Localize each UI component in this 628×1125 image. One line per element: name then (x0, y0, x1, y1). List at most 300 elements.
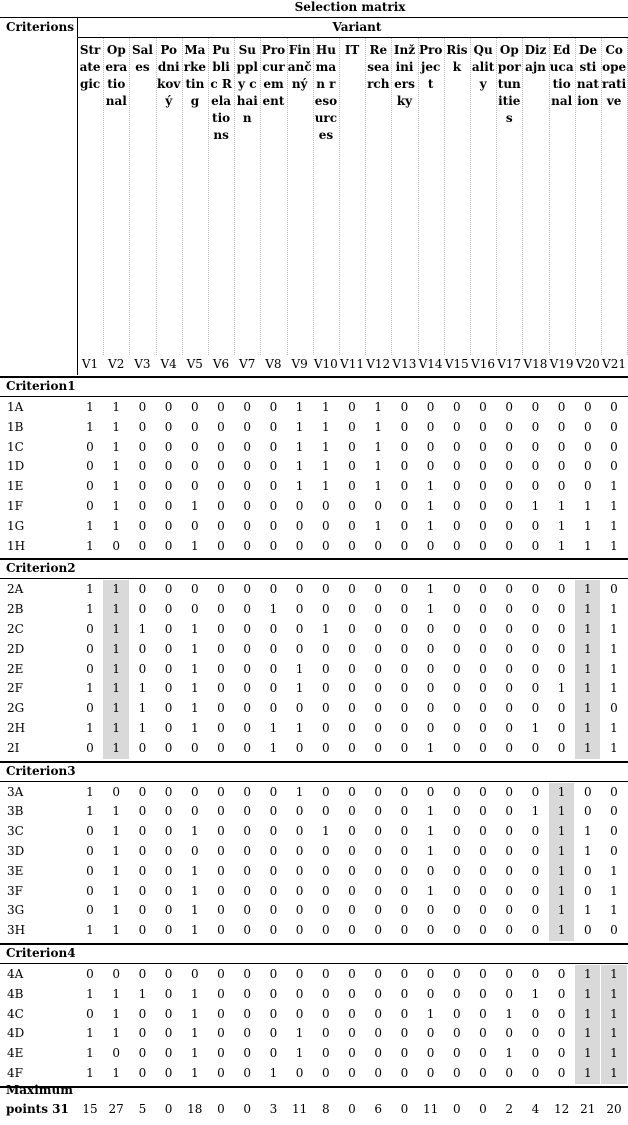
matrix-cell: 0 (426, 1046, 435, 1061)
matrix-cell: 0 (243, 641, 251, 656)
row-label: 3F (7, 883, 23, 898)
matrix-cell: 1 (190, 863, 199, 878)
variant-header: Variant (332, 20, 382, 34)
matrix-cell: 1 (269, 721, 278, 735)
matrix-cell: 1 (531, 986, 540, 1001)
matrix-cell: 0 (505, 883, 513, 898)
table-row (0, 1024, 628, 1044)
maximum-value: 11 (422, 1102, 439, 1116)
maximum-value: 0 (400, 1102, 409, 1116)
matrix-cell: 0 (138, 518, 147, 533)
matrix-cell: 1 (583, 903, 592, 918)
matrix-cell: 0 (505, 784, 513, 799)
matrix-cell: 0 (531, 903, 540, 918)
matrix-cell: 0 (505, 701, 513, 716)
matrix-cell: 0 (557, 582, 566, 597)
matrix-cell: 0 (217, 1046, 225, 1061)
maximum-value: 11 (291, 1102, 308, 1116)
matrix-cell: 0 (479, 883, 487, 898)
matrix-cell: 0 (452, 1026, 461, 1041)
matrix-cell: 0 (164, 479, 173, 494)
matrix-cell: 0 (505, 923, 513, 938)
matrix-cell: 0 (505, 844, 513, 858)
matrix-cell: 0 (426, 701, 435, 716)
matrix-cell: 0 (479, 804, 487, 819)
matrix-cell: 0 (583, 883, 592, 898)
matrix-cell: 0 (426, 661, 435, 676)
matrix-cell: 0 (426, 681, 435, 696)
variant-code-v2: V2 (108, 357, 125, 371)
matrix-cell: 0 (164, 967, 173, 981)
matrix-cell: 0 (217, 863, 225, 878)
matrix-cell: 1 (426, 844, 435, 858)
variant-name-v4: Podnikový (157, 43, 181, 109)
matrix-cell: 0 (217, 661, 225, 676)
matrix-cell: 0 (479, 967, 487, 981)
matrix-cell: 0 (374, 1046, 382, 1061)
matrix-cell: 0 (269, 499, 278, 513)
matrix-cell: 0 (452, 661, 461, 676)
matrix-cell: 0 (610, 439, 618, 454)
matrix-cell: 0 (86, 641, 94, 656)
matrix-cell: 0 (295, 582, 304, 597)
matrix-cell: 0 (348, 439, 356, 454)
table-row (0, 1005, 628, 1025)
matrix-cell: 1 (190, 681, 199, 696)
matrix-cell: 0 (531, 681, 540, 696)
matrix-cell: 0 (86, 844, 94, 858)
table-row (0, 921, 628, 941)
matrix-cell: 0 (505, 824, 513, 839)
matrix-cell: 1 (138, 986, 147, 1001)
matrix-cell: 0 (505, 986, 513, 1001)
matrix-cell: 0 (374, 701, 382, 716)
matrix-cell: 0 (452, 518, 461, 533)
matrix-cell: 0 (452, 883, 461, 898)
matrix-cell: 0 (243, 824, 251, 839)
matrix-cell: 0 (557, 986, 566, 1001)
table-row (0, 842, 628, 862)
matrix-cell: 0 (138, 1006, 147, 1021)
matrix-cell: 0 (295, 641, 304, 656)
matrix-cell: 0 (400, 986, 409, 1001)
matrix-cell: 1 (610, 681, 618, 696)
matrix-cell: 1 (112, 582, 120, 597)
matrix-cell: 0 (400, 721, 409, 735)
table-row (0, 699, 628, 719)
matrix-cell: 0 (164, 459, 173, 474)
section-end-rule (0, 558, 628, 560)
matrix-cell: 0 (348, 1006, 356, 1021)
row-label: 2F (7, 681, 23, 696)
row-label: 2B (7, 602, 24, 617)
row-label: 1E (7, 479, 24, 494)
matrix-cell: 0 (426, 1026, 435, 1041)
matrix-cell: 0 (138, 602, 147, 617)
row-label: 1F (7, 499, 23, 513)
matrix-cell: 1 (610, 602, 618, 617)
matrix-cell: 0 (426, 721, 435, 735)
table-row (0, 398, 628, 418)
matrix-cell: 0 (243, 1046, 251, 1061)
matrix-cell: 0 (348, 602, 356, 617)
matrix-cell: 0 (505, 518, 513, 533)
variant-name-v13: Inžiniersky (393, 43, 416, 109)
matrix-cell: 1 (583, 701, 592, 716)
matrix-cell: 0 (269, 701, 278, 716)
matrix-cell: 0 (479, 923, 487, 938)
maximum-value: 15 (82, 1102, 98, 1116)
matrix-cell: 0 (479, 740, 487, 755)
matrix-cell: 1 (610, 986, 618, 1001)
matrix-cell: 1 (610, 641, 618, 656)
matrix-cell: 1 (426, 804, 435, 819)
matrix-cell: 1 (557, 863, 566, 878)
matrix-cell: 1 (583, 499, 592, 513)
variant-separator (444, 38, 445, 355)
matrix-cell: 0 (452, 538, 461, 553)
matrix-cell: 1 (583, 538, 592, 553)
maximum-value: 0 (348, 1102, 356, 1116)
matrix-cell: 0 (348, 967, 356, 981)
table-row (0, 1044, 628, 1064)
section-end-rule (0, 761, 628, 763)
matrix-cell: 0 (610, 824, 618, 839)
matrix-cell: 0 (531, 1046, 540, 1061)
matrix-cell: 0 (374, 740, 382, 755)
matrix-cell: 1 (426, 740, 435, 755)
matrix-cell: 0 (374, 863, 382, 878)
matrix-cell: 0 (138, 499, 147, 513)
matrix-cell: 0 (269, 1026, 278, 1041)
matrix-cell: 0 (505, 400, 513, 414)
matrix-cell: 1 (295, 1026, 304, 1041)
matrix-cell: 0 (348, 923, 356, 938)
variant-separator (339, 38, 340, 355)
matrix-cell: 1 (86, 1066, 94, 1080)
header-bottom-rule (0, 376, 628, 378)
row-label: 1B (7, 419, 24, 434)
matrix-cell: 0 (217, 824, 225, 839)
matrix-cell: 1 (190, 721, 199, 735)
matrix-cell: 0 (217, 439, 225, 454)
matrix-cell: 0 (505, 661, 513, 676)
variant-name-v17: Opportunities (497, 43, 521, 126)
matrix-cell: 0 (217, 804, 225, 819)
matrix-cell: 0 (400, 538, 409, 553)
matrix-cell: 1 (138, 701, 147, 716)
matrix-cell: 0 (164, 903, 173, 918)
matrix-cell: 0 (321, 721, 330, 735)
matrix-cell: 0 (86, 701, 94, 716)
matrix-cell: 0 (374, 602, 382, 617)
matrix-cell: 1 (112, 883, 120, 898)
matrix-cell: 0 (452, 967, 461, 981)
matrix-cell: 0 (583, 784, 592, 799)
variant-name-v6: Public Relations (210, 43, 232, 143)
section-end-rule (0, 1086, 628, 1088)
matrix-cell: 0 (138, 641, 147, 656)
matrix-cell: 0 (452, 400, 461, 414)
matrix-cell: 1 (190, 986, 199, 1001)
row-label: 2C (7, 622, 24, 636)
matrix-cell: 0 (217, 641, 225, 656)
matrix-cell: 0 (348, 661, 356, 676)
matrix-cell: 0 (190, 439, 199, 454)
matrix-cell: 1 (531, 499, 540, 513)
matrix-cell: 0 (531, 824, 540, 839)
row-label: 3A (7, 784, 24, 799)
matrix-cell: 0 (426, 1066, 435, 1080)
matrix-cell: 1 (190, 661, 199, 676)
matrix-cell: 1 (583, 1046, 592, 1061)
matrix-cell: 0 (269, 863, 278, 878)
section-title: Criterion4 (6, 946, 76, 960)
matrix-cell: 1 (86, 1026, 94, 1041)
matrix-cell: 1 (295, 400, 304, 414)
matrix-cell: 0 (269, 641, 278, 656)
matrix-cell: 0 (479, 824, 487, 839)
matrix-cell: 0 (505, 903, 513, 918)
matrix-cell: 0 (479, 479, 487, 494)
matrix-cell: 0 (531, 479, 540, 494)
matrix-cell: 0 (164, 641, 173, 656)
matrix-cell: 1 (557, 499, 566, 513)
matrix-cell: 0 (583, 439, 592, 454)
matrix-cell: 0 (479, 986, 487, 1001)
variant-name-v15: Risk (446, 43, 468, 75)
matrix-cell: 0 (452, 419, 461, 434)
matrix-cell: 0 (452, 1006, 461, 1021)
matrix-cell: 0 (505, 622, 513, 636)
matrix-cell: 0 (452, 479, 461, 494)
matrix-cell: 0 (164, 740, 173, 755)
matrix-cell: 1 (557, 903, 566, 918)
matrix-cell: 1 (86, 602, 94, 617)
title-rule (0, 17, 628, 18)
matrix-cell: 1 (374, 518, 382, 533)
matrix-cell: 0 (164, 824, 173, 839)
variant-name-v14: Project (419, 43, 443, 92)
matrix-cell: 0 (112, 538, 120, 553)
matrix-cell: 1 (190, 883, 199, 898)
matrix-cell: 1 (374, 459, 382, 474)
matrix-cell: 0 (190, 518, 199, 533)
matrix-cell: 0 (217, 923, 225, 938)
matrix-cell: 1 (321, 824, 330, 839)
maximum-value: 27 (108, 1102, 124, 1116)
matrix-cell: 0 (557, 400, 566, 414)
matrix-cell: 0 (321, 538, 330, 553)
maximum-value: 0 (164, 1102, 173, 1116)
matrix-cell: 0 (531, 602, 540, 617)
row-label: 2I (7, 740, 20, 755)
matrix-cell: 0 (217, 967, 225, 981)
matrix-cell: 0 (348, 459, 356, 474)
matrix-cell: 0 (243, 459, 251, 474)
matrix-cell: 1 (610, 538, 618, 553)
matrix-cell: 1 (86, 400, 94, 414)
matrix-cell: 0 (321, 844, 330, 858)
matrix-cell: 0 (138, 400, 147, 414)
matrix-cell: 0 (452, 986, 461, 1001)
matrix-cell: 0 (190, 740, 199, 755)
matrix-cell: 0 (243, 1026, 251, 1041)
matrix-cell: 0 (164, 400, 173, 414)
matrix-cell: 0 (400, 844, 409, 858)
matrix-cell: 0 (531, 883, 540, 898)
variant-separator (129, 38, 130, 355)
matrix-cell: 0 (400, 518, 409, 533)
matrix-cell: 0 (86, 622, 94, 636)
matrix-cell: 1 (112, 641, 120, 656)
matrix-cell: 0 (138, 844, 147, 858)
matrix-cell: 1 (426, 1006, 435, 1021)
matrix-cell: 0 (164, 602, 173, 617)
matrix-cell: 0 (557, 661, 566, 676)
matrix-cell: 0 (217, 784, 225, 799)
matrix-cell: 1 (112, 622, 120, 636)
table-row (0, 620, 628, 640)
matrix-cell: 0 (348, 400, 356, 414)
matrix-cell: 0 (452, 499, 461, 513)
matrix-cell: 0 (190, 844, 199, 858)
matrix-cell: 0 (86, 1006, 94, 1021)
maximum-value: 12 (553, 1102, 570, 1116)
matrix-cell: 0 (138, 903, 147, 918)
matrix-cell: 1 (374, 400, 382, 414)
matrix-cell: 0 (400, 740, 409, 755)
matrix-cell: 0 (295, 1006, 304, 1021)
matrix-cell: 0 (348, 622, 356, 636)
matrix-cell: 0 (374, 641, 382, 656)
matrix-cell: 1 (583, 602, 592, 617)
matrix-cell: 1 (138, 681, 147, 696)
section-rule (0, 396, 628, 397)
matrix-cell: 0 (479, 400, 487, 414)
variant-name-v11: IT (344, 43, 360, 57)
matrix-cell: 0 (348, 863, 356, 878)
matrix-cell: 0 (374, 824, 382, 839)
matrix-cell: 1 (610, 479, 618, 494)
matrix-cell: 1 (112, 1026, 120, 1041)
matrix-cell: 0 (243, 784, 251, 799)
matrix-cell: 0 (374, 883, 382, 898)
row-label: 3B (7, 804, 24, 819)
matrix-cell: 0 (321, 1066, 330, 1080)
matrix-cell: 0 (479, 903, 487, 918)
matrix-cell: 0 (164, 499, 173, 513)
table-row (0, 719, 628, 739)
matrix-cell: 0 (610, 582, 618, 597)
matrix-cell: 0 (400, 661, 409, 676)
matrix-cell: 0 (164, 681, 173, 696)
matrix-cell: 0 (426, 400, 435, 414)
row-label: 4F (7, 1066, 23, 1080)
matrix-cell: 0 (505, 419, 513, 434)
matrix-cell: 0 (479, 784, 487, 799)
matrix-cell: 0 (321, 740, 330, 755)
matrix-cell: 0 (426, 459, 435, 474)
matrix-cell: 0 (164, 883, 173, 898)
matrix-cell: 1 (295, 479, 304, 494)
matrix-cell: 0 (190, 400, 199, 414)
matrix-cell: 0 (295, 903, 304, 918)
matrix-cell: 0 (479, 602, 487, 617)
matrix-cell: 0 (217, 681, 225, 696)
matrix-cell: 1 (374, 439, 382, 454)
variant-code-v7: V7 (239, 357, 256, 371)
matrix-cell: 1 (295, 1046, 304, 1061)
matrix-cell: 0 (86, 439, 94, 454)
maximum-value: 5 (138, 1102, 147, 1116)
row-label: 1C (7, 439, 24, 454)
matrix-cell: 0 (269, 923, 278, 938)
matrix-cell: 0 (164, 986, 173, 1001)
matrix-cell: 0 (583, 479, 592, 494)
matrix-cell: 0 (243, 701, 251, 716)
matrix-cell: 0 (112, 967, 120, 981)
variant-name-v2: Operational (105, 43, 128, 109)
matrix-cell: 1 (426, 582, 435, 597)
matrix-cell: 1 (112, 518, 120, 533)
matrix-cell: 1 (583, 986, 592, 1001)
matrix-cell: 0 (217, 602, 225, 617)
variant-code-v8: V8 (265, 357, 282, 371)
matrix-cell: 0 (348, 986, 356, 1001)
matrix-cell: 0 (610, 419, 618, 434)
matrix-cell: 0 (426, 538, 435, 553)
matrix-cell: 0 (269, 824, 278, 839)
variant-code-v16: V16 (471, 357, 495, 371)
maximum-value: 2 (505, 1102, 513, 1116)
section-title: Criterion2 (6, 561, 76, 576)
matrix-cell: 0 (295, 1066, 304, 1080)
matrix-cell: 0 (452, 439, 461, 454)
matrix-cell: 0 (164, 804, 173, 819)
matrix-cell: 0 (348, 1066, 356, 1080)
matrix-cell: 1 (86, 721, 94, 735)
matrix-cell: 0 (348, 419, 356, 434)
row-label: 3G (7, 903, 25, 918)
variant-code-v5: V5 (186, 357, 203, 371)
matrix-cell: 0 (583, 419, 592, 434)
matrix-cell: 0 (164, 518, 173, 533)
matrix-cell: 1 (190, 824, 199, 839)
matrix-cell: 0 (217, 1006, 225, 1021)
variant-name-v12: Research (367, 43, 390, 92)
matrix-cell: 0 (321, 784, 330, 799)
matrix-cell: 0 (138, 582, 147, 597)
matrix-cell: 0 (531, 518, 540, 533)
variant-code-v9: V9 (291, 357, 308, 371)
matrix-cell: 1 (583, 1026, 592, 1041)
matrix-cell: 1 (505, 1006, 513, 1021)
matrix-cell: 0 (217, 740, 225, 755)
variant-code-v3: V3 (134, 357, 151, 371)
section-rule (0, 781, 628, 782)
matrix-cell: 0 (531, 1026, 540, 1041)
matrix-cell: 0 (321, 641, 330, 656)
table-row (0, 438, 628, 458)
matrix-cell: 0 (295, 967, 304, 981)
matrix-cell: 0 (348, 1046, 356, 1061)
matrix-cell: 0 (269, 883, 278, 898)
matrix-cell: 0 (505, 1066, 513, 1080)
section-rule (0, 963, 628, 964)
matrix-cell: 0 (583, 459, 592, 474)
matrix-cell: 0 (321, 986, 330, 1001)
